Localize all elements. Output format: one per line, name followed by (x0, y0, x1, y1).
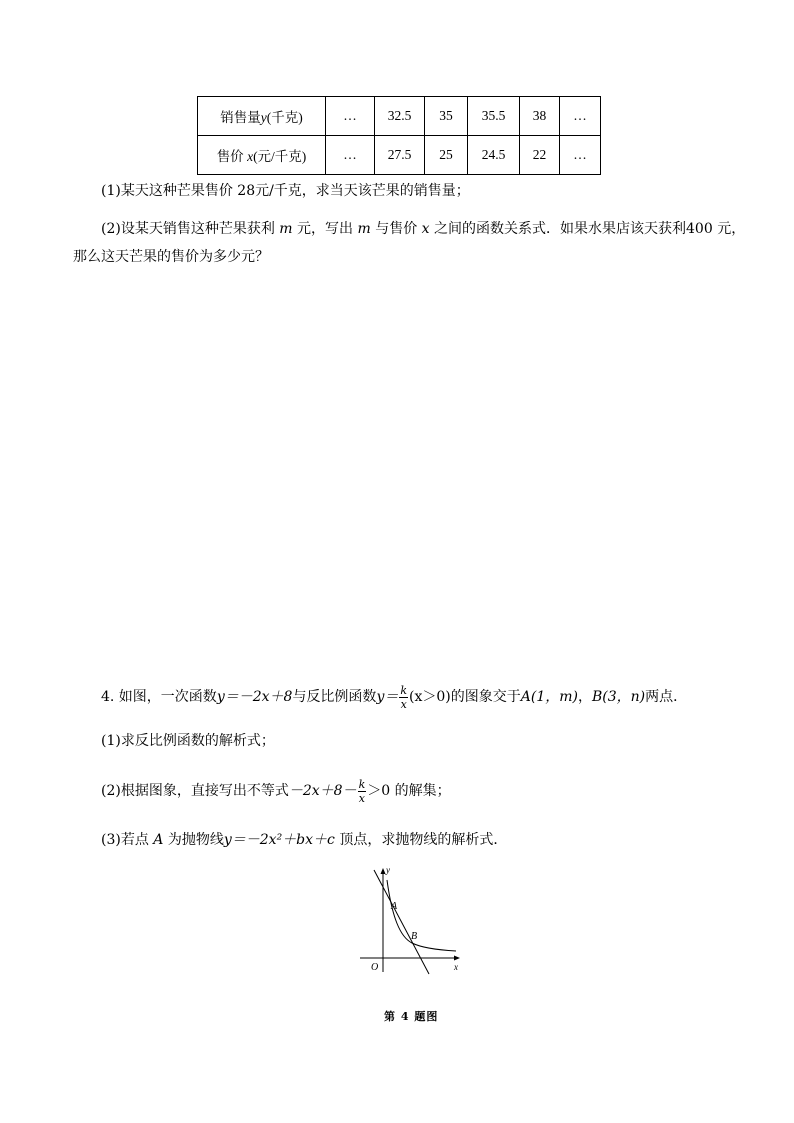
table-cell: … (326, 97, 375, 136)
table-cell: 22 (520, 136, 560, 175)
table-cell: 24.5 (468, 136, 520, 175)
table-cell: 27.5 (375, 136, 425, 175)
q3-part2-line1: (2)设某天销售这种芒果获利 m 元，写出 m 与售价 x 之间的函数关系式．如果水果店该天获利400 元， (101, 221, 746, 237)
table-row (198, 136, 601, 175)
table-cell: 38 (520, 97, 560, 136)
label-point-a: A (391, 901, 398, 912)
function-graph-figure (350, 862, 470, 982)
x-axis-arrow-icon (454, 956, 460, 961)
q3-part2-line2: 那么这天芒果的售价为多少元？ (73, 249, 269, 265)
row-label: 售价 x(元/千克) (198, 136, 326, 175)
table-row (198, 97, 601, 136)
table-cell: 32.5 (375, 97, 425, 136)
row-label: 销售量y(千克) (198, 97, 326, 136)
table-cell: … (560, 136, 601, 175)
table-cell: … (326, 136, 375, 175)
inverse-proportion-curve (387, 880, 456, 951)
label-point-b: B (411, 931, 418, 942)
label-x: x (454, 962, 458, 972)
fraction-k-over-x: $\frac{k}{x}$ (358, 777, 366, 805)
figure-caption: 第 4 题图 (384, 1010, 439, 1023)
q4-part1: (1)求反比例函数的解析式； (101, 733, 275, 749)
label-origin: O (371, 962, 379, 973)
table-cell: 25 (425, 136, 468, 175)
y-axis-arrow-icon (381, 868, 386, 874)
data-table (197, 96, 601, 175)
label-y: y (386, 865, 390, 875)
q4-part2: (2)根据图象，直接写出不等式－2x＋8－ $\frac{k}{x}$ ＞0 的解集； (101, 777, 451, 805)
q4-stem: 4. 如图，一次函数y＝－2x＋8与反比例函数y＝ $\frac{k}{x}$ (x＞0)的图象交于A(1，m)，B(3，n)两点． (101, 683, 688, 711)
q4-part3: (3)若点 A 为抛物线y＝－2x²＋bx＋c 顶点，求抛物线的解析式． (101, 832, 508, 848)
fraction-k-over-x: $\frac{k}{x}$ (400, 683, 408, 711)
table-cell: 35 (425, 97, 468, 136)
q3-part1: (1)某天这种芒果售价 28元/千克，求当天该芒果的销售量； (101, 183, 470, 199)
table-cell: … (560, 97, 601, 136)
table-cell: 35.5 (468, 97, 520, 136)
